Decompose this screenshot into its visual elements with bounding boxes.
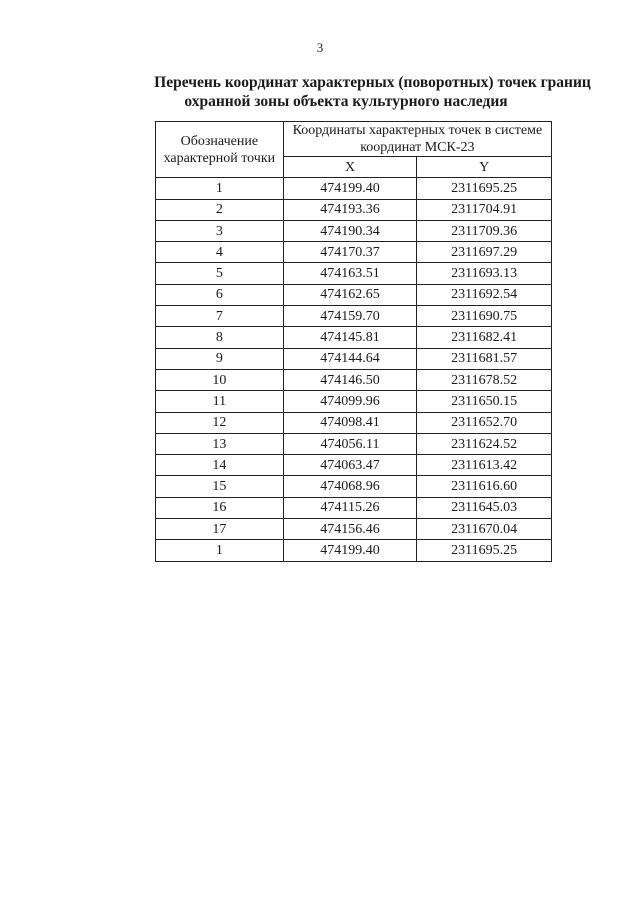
point-cell: 9: [156, 348, 284, 369]
title-line-2: охранной зоны объекта культурного наследия: [184, 93, 508, 110]
point-cell: 5: [156, 263, 284, 284]
table-row: [156, 455, 552, 476]
table-row: [156, 540, 552, 561]
point-cell: 3: [156, 220, 284, 241]
point-cell: 15: [156, 476, 284, 497]
y-cell: 2311678.52: [417, 369, 552, 390]
point-cell: 12: [156, 412, 284, 433]
point-cell: 17: [156, 519, 284, 540]
y-cell: 2311616.60: [417, 476, 552, 497]
x-cell: 474145.81: [283, 327, 417, 348]
x-cell: 474170.37: [283, 242, 417, 263]
table-body: [156, 178, 552, 561]
x-cell: 474098.41: [283, 412, 417, 433]
document-title: [0, 73, 640, 111]
x-cell: 474193.36: [283, 199, 417, 220]
table-row: [156, 178, 552, 199]
table-row: [156, 327, 552, 348]
point-cell: 4: [156, 242, 284, 263]
table-row: [156, 306, 552, 327]
y-cell: 2311695.25: [417, 540, 552, 561]
y-cell: 2311690.75: [417, 306, 552, 327]
y-cell: 2311650.15: [417, 391, 552, 412]
y-cell: 2311624.52: [417, 433, 552, 454]
point-cell: 6: [156, 284, 284, 305]
x-cell: 474056.11: [283, 433, 417, 454]
y-cell: 2311709.36: [417, 220, 552, 241]
x-cell: 474115.26: [283, 497, 417, 518]
x-cell: 474159.70: [283, 306, 417, 327]
table-header-row: [156, 122, 552, 157]
x-cell: 474162.65: [283, 284, 417, 305]
table-row: [156, 369, 552, 390]
x-cell: 474063.47: [283, 455, 417, 476]
table-row: [156, 391, 552, 412]
y-cell: 2311681.57: [417, 348, 552, 369]
header-y: Y: [417, 157, 552, 178]
y-cell: 2311682.41: [417, 327, 552, 348]
y-cell: 2311670.04: [417, 519, 552, 540]
coordinates-table: [155, 121, 552, 562]
header-point-designation: Обозначение характерной точки: [156, 122, 284, 178]
table-row: [156, 433, 552, 454]
table-row: [156, 412, 552, 433]
point-cell: 2: [156, 199, 284, 220]
header-coordinates: Координаты характерных точек в системе координат МСК-23: [283, 122, 551, 157]
x-cell: 474099.96: [283, 391, 417, 412]
table-row: [156, 519, 552, 540]
y-cell: 2311613.42: [417, 455, 552, 476]
y-cell: 2311645.03: [417, 497, 552, 518]
point-cell: 14: [156, 455, 284, 476]
x-cell: 474163.51: [283, 263, 417, 284]
point-cell: 1: [156, 540, 284, 561]
title-line-1: Перечень координат характерных (поворотных) точек границ: [154, 74, 591, 91]
point-cell: 1: [156, 178, 284, 199]
table-row: [156, 497, 552, 518]
point-cell: 8: [156, 327, 284, 348]
x-cell: 474156.46: [283, 519, 417, 540]
y-cell: 2311695.25: [417, 178, 552, 199]
point-cell: 7: [156, 306, 284, 327]
x-cell: 474199.40: [283, 178, 417, 199]
table-row: [156, 242, 552, 263]
table-row: [156, 348, 552, 369]
x-cell: 474068.96: [283, 476, 417, 497]
point-cell: 13: [156, 433, 284, 454]
y-cell: 2311704.91: [417, 199, 552, 220]
table-row: [156, 199, 552, 220]
header-x: X: [283, 157, 417, 178]
x-cell: 474146.50: [283, 369, 417, 390]
x-cell: 474190.34: [283, 220, 417, 241]
point-cell: 11: [156, 391, 284, 412]
table-row: [156, 263, 552, 284]
y-cell: 2311652.70: [417, 412, 552, 433]
y-cell: 2311692.54: [417, 284, 552, 305]
page-number: 3: [316, 40, 324, 55]
point-cell: 10: [156, 369, 284, 390]
x-cell: 474144.64: [283, 348, 417, 369]
table-row: [156, 220, 552, 241]
point-cell: 16: [156, 497, 284, 518]
x-cell: 474199.40: [283, 540, 417, 561]
table-row: [156, 284, 552, 305]
table-row: [156, 476, 552, 497]
y-cell: 2311697.29: [417, 242, 552, 263]
y-cell: 2311693.13: [417, 263, 552, 284]
